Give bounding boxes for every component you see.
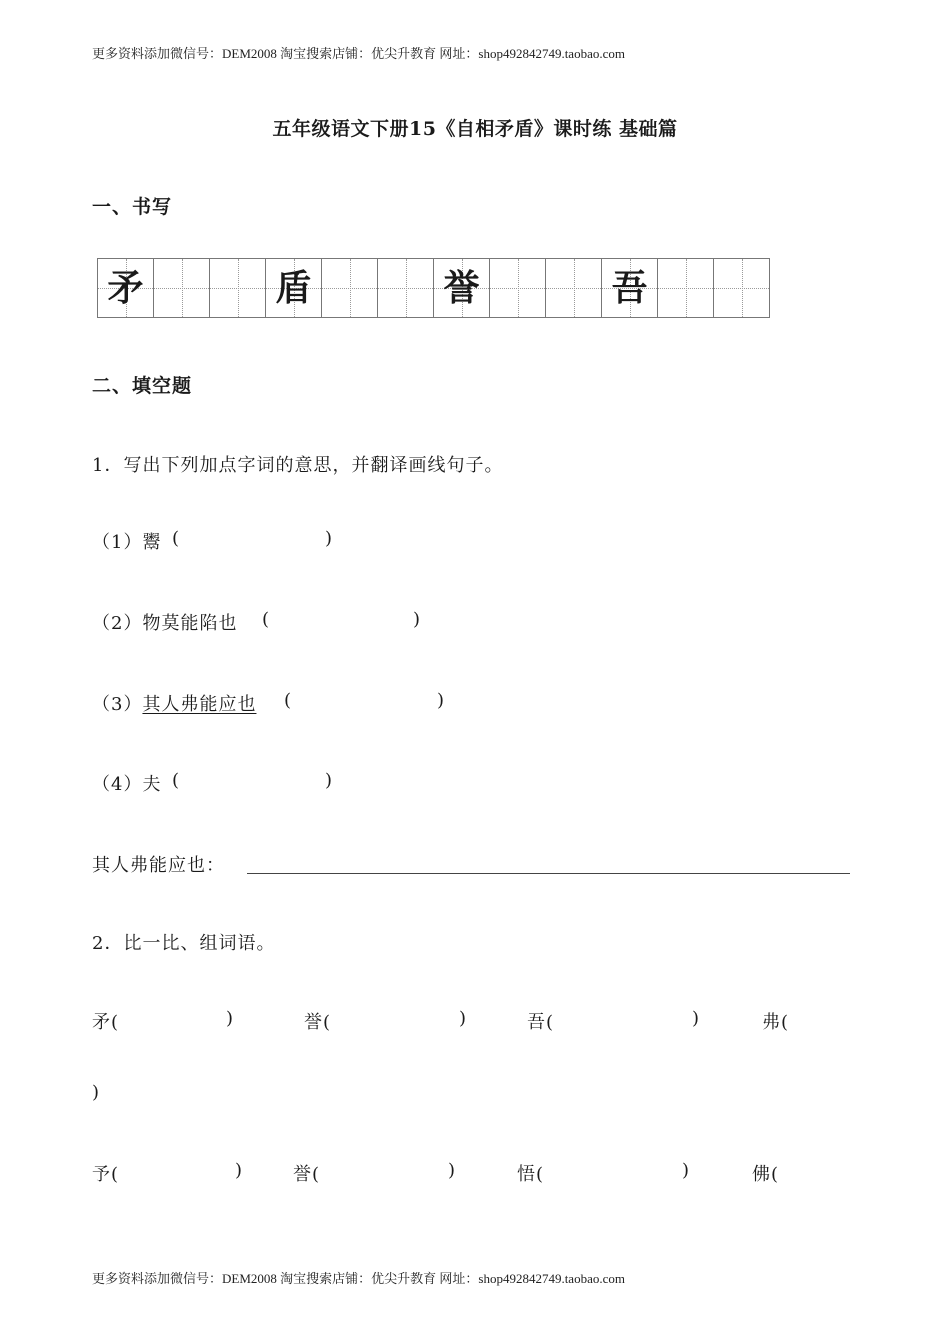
grid-cell[interactable]	[546, 259, 602, 317]
q1-item-2: （2）物莫能陷也	[92, 613, 238, 634]
page-header: 更多资料添加微信号：DEM2008 淘宝搜索店铺：优尖升教育 网址：shop492842749.taobao.com	[92, 46, 625, 61]
q1-item-4: （4）夫	[92, 774, 162, 795]
grid-cell[interactable]	[490, 259, 546, 317]
question-1-prompt: 1．写出下列加点字词的意思，并翻译画线句子。	[92, 455, 504, 476]
compare-word-fu[interactable]: 弗(	[762, 1012, 790, 1033]
writing-grid	[97, 258, 770, 318]
translate-answer-line[interactable]	[247, 873, 850, 874]
grid-cell[interactable]	[322, 259, 378, 317]
grid-char: 矛	[107, 267, 144, 309]
compare-word-yu2[interactable]: 予(	[92, 1164, 120, 1185]
grid-char: 盾	[275, 267, 312, 309]
compare-word-fo[interactable]: 佛(	[752, 1164, 780, 1185]
compare-word-wu[interactable]: 吾(	[527, 1012, 555, 1033]
compare-word-yu3[interactable]: 誉(	[293, 1164, 321, 1185]
answer-paren[interactable]: (	[172, 770, 181, 791]
section-heading-writing: 一、书写	[92, 196, 173, 218]
grid-cell[interactable]	[98, 259, 154, 317]
grid-cell[interactable]	[602, 259, 658, 317]
grid-cell[interactable]	[266, 259, 322, 317]
grid-cell[interactable]	[154, 259, 210, 317]
translate-label: 其人弗能应也：	[92, 855, 225, 876]
grid-cell[interactable]	[714, 259, 770, 317]
grid-cell[interactable]	[378, 259, 434, 317]
page-footer: 更多资料添加微信号：DEM2008 淘宝搜索店铺：优尖升教育 网址：shop492842749.taobao.com	[92, 1271, 625, 1286]
q1-item-1: （1）鬻	[92, 532, 162, 553]
compare-word-yu[interactable]: 誉(	[304, 1012, 332, 1033]
page-title: 五年级语文下册15《自相矛盾》课时练 基础篇	[272, 118, 678, 140]
answer-paren[interactable]: (	[284, 690, 293, 711]
compare-word-mao[interactable]: 矛(	[92, 1012, 120, 1033]
grid-char: 吾	[611, 267, 648, 309]
grid-cell[interactable]	[210, 259, 266, 317]
answer-paren[interactable]: (	[262, 609, 271, 630]
q1-item-3: （3）其人弗能应也	[92, 694, 257, 715]
grid-char: 誉	[443, 267, 480, 309]
answer-paren[interactable]: (	[172, 528, 181, 549]
grid-cell[interactable]	[658, 259, 714, 317]
section-heading-fill-in: 二、填空题	[92, 375, 193, 397]
compare-word-wu2[interactable]: 悟(	[517, 1164, 545, 1185]
question-2-prompt: 2．比一比、组词语。	[92, 933, 276, 954]
underlined-sentence: 其人弗能应也	[142, 694, 257, 715]
grid-cell[interactable]	[434, 259, 490, 317]
